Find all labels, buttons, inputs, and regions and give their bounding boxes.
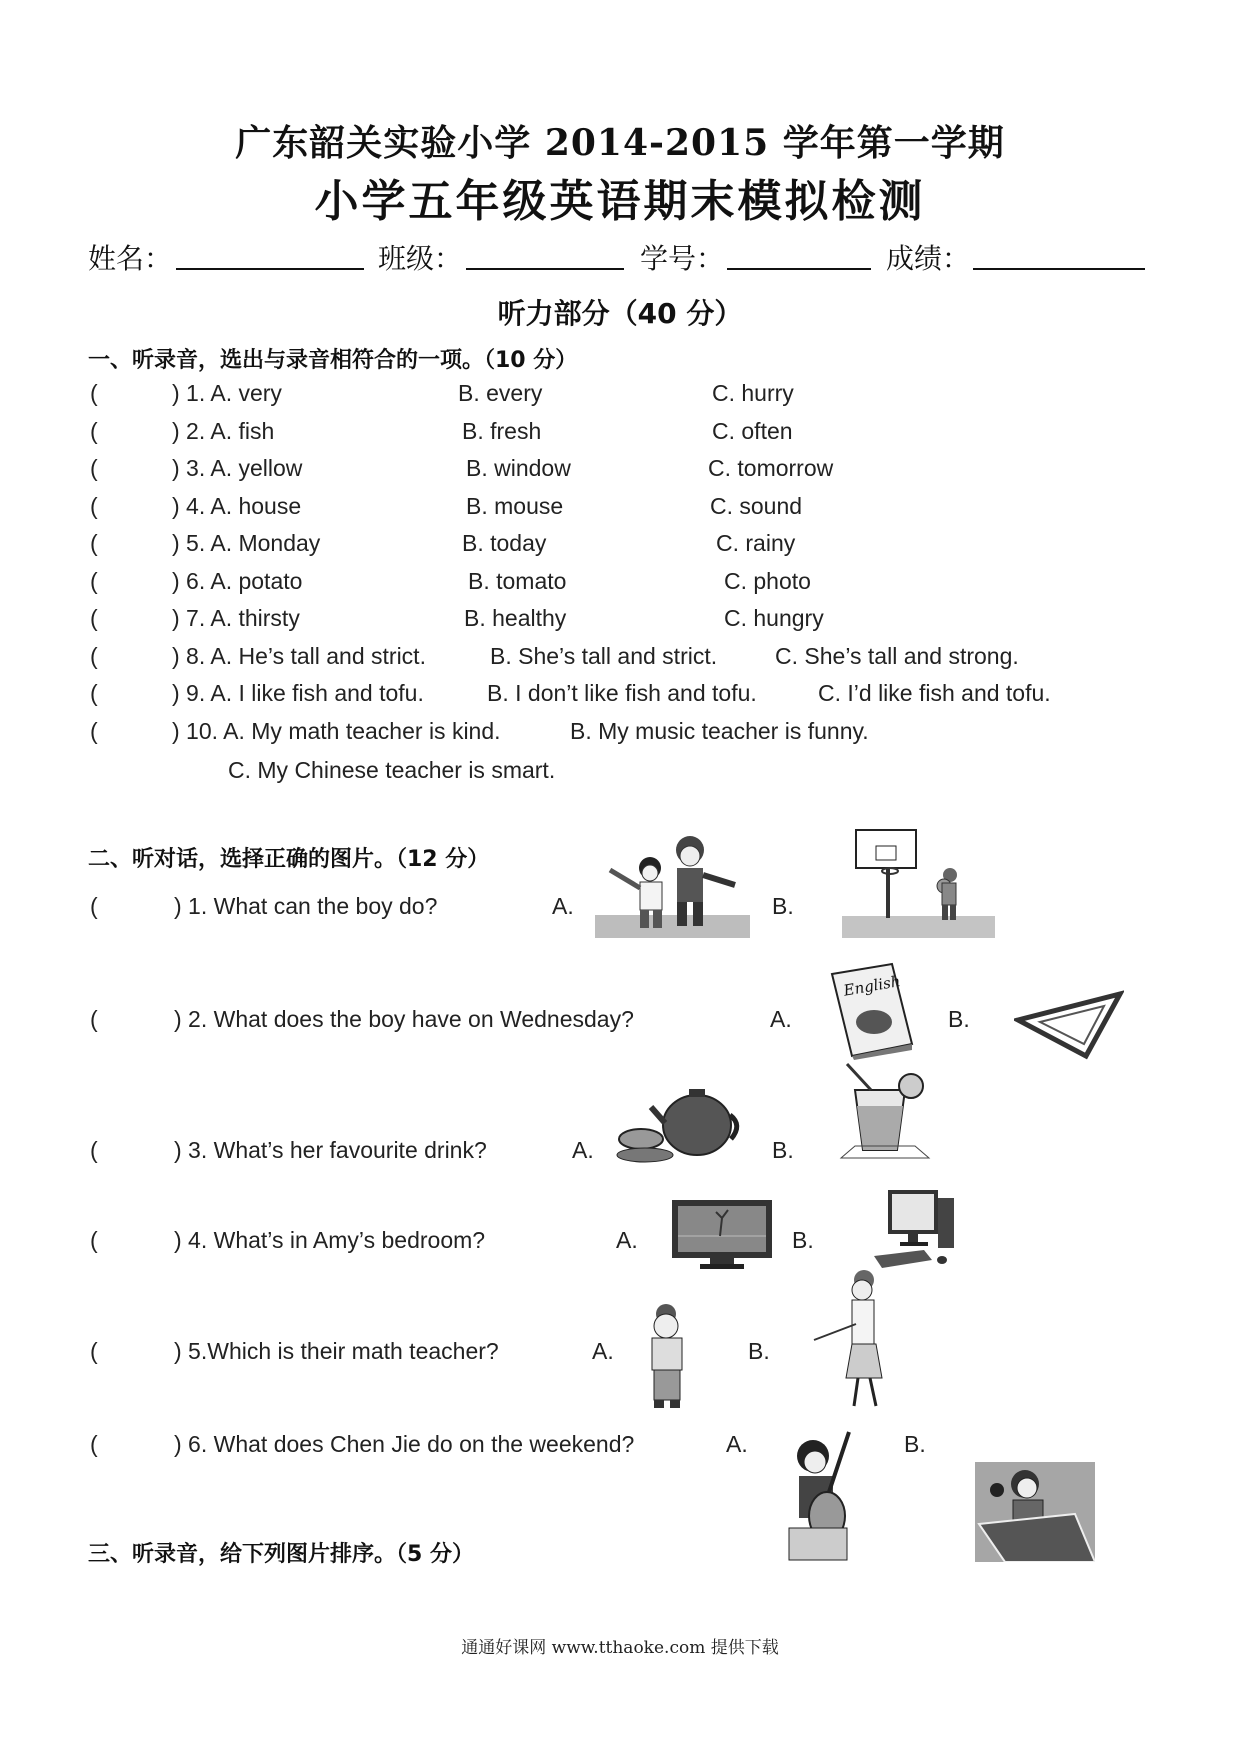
item-9-option-b: B. I don’t like fish and tofu. <box>487 680 757 706</box>
q5-option-a-label: A. <box>592 1338 614 1364</box>
q6-option-a-label: A. <box>726 1431 748 1457</box>
kung-fu-kids-image[interactable] <box>595 830 750 938</box>
question-2-4: ) 4. What’s in Amy’s bedroom? <box>174 1227 486 1253</box>
item-9-option-a: ) 9. A. I like fish and tofu. <box>172 680 424 706</box>
item-2-option-c: C. often <box>712 418 793 444</box>
item-4-option-a: ) 4. A. house <box>172 493 302 519</box>
item-3-option-a: ) 3. A. yellow <box>172 455 303 481</box>
student-id-blank[interactable] <box>727 268 871 270</box>
question-2-6: ) 6. What does Chen Jie do on the weekend? <box>174 1431 635 1457</box>
item-4-option-c: C. sound <box>710 493 803 519</box>
answer-paren[interactable]: ( <box>90 680 98 706</box>
item-10-option-a: ) 10. A. My math teacher is kind. <box>172 718 501 744</box>
answer-paren[interactable]: ( <box>90 1227 98 1253</box>
item-5-option-a: ) 5. A. Monday <box>172 530 321 556</box>
class-label: 班级： <box>378 242 463 275</box>
score-label: 成绩： <box>886 242 971 275</box>
item-2-option-b: B. fresh <box>462 418 542 444</box>
q6-option-b-label: B. <box>904 1431 926 1457</box>
item-6-option-b: B. tomato <box>468 568 567 594</box>
q3-option-a-label: A. <box>572 1137 594 1163</box>
answer-paren[interactable]: ( <box>90 1006 98 1032</box>
teapot-tea-image[interactable] <box>615 1075 743 1167</box>
item-8-option-c: C. She’s tall and strong. <box>775 643 1019 669</box>
teacher-woman-short-image[interactable] <box>630 1300 706 1412</box>
tv-image[interactable] <box>670 1198 774 1272</box>
item10-option-c: C. My Chinese teacher is smart. <box>228 757 556 783</box>
item-6-option-a: ) 6. A. potato <box>172 568 303 594</box>
answer-paren[interactable]: ( <box>90 1338 98 1364</box>
item-3-option-b: B. window <box>466 455 571 481</box>
q2-option-b-label: B. <box>948 1006 970 1032</box>
listening-part-title: 听力部分（40 分） <box>497 297 743 330</box>
answer-paren[interactable]: ( <box>90 718 98 744</box>
item-7-option-b: B. healthy <box>464 605 567 631</box>
item-1-option-a: ) 1. A. very <box>172 380 282 406</box>
item-9-option-c: C. I’d like fish and tofu. <box>818 680 1051 706</box>
item-10-option-b: B. My music teacher is funny. <box>570 718 869 744</box>
playing-pipa-image[interactable] <box>775 1428 867 1563</box>
basketball-image[interactable] <box>842 828 995 938</box>
name-label: 姓名： <box>88 242 173 275</box>
question-2-2: ) 2. What does the boy have on Wednesday? <box>174 1006 634 1032</box>
item-8-option-b: B. She’s tall and strict. <box>490 643 718 669</box>
section2-title: 二、听对话，选择正确的图片。（12 分） <box>88 847 490 872</box>
english-book-image[interactable] <box>826 960 916 1060</box>
item-4-option-b: B. mouse <box>466 493 564 519</box>
exam-title-line2: 小学五年级英语期末模拟检测 <box>314 176 926 227</box>
footer-credit: 通通好课网 www.tthaoke.com 提供下载 <box>461 1638 779 1658</box>
student-id-label: 学号： <box>640 242 725 275</box>
q3-option-b-label: B. <box>772 1137 794 1163</box>
item-7-option-a: ) 7. A. thirsty <box>172 605 300 631</box>
q1-option-b-label: B. <box>772 893 794 919</box>
section1-title: 一、听录音，选出与录音相符合的一项。（10 分） <box>88 348 578 373</box>
computer-image[interactable] <box>872 1188 958 1276</box>
item-5-option-c: C. rainy <box>716 530 796 556</box>
item-3-option-c: C. tomorrow <box>708 455 834 481</box>
orange-juice-image[interactable] <box>835 1062 935 1164</box>
item-8-option-a: ) 8. A. He’s tall and strict. <box>172 643 426 669</box>
q2-option-a-label: A. <box>770 1006 792 1032</box>
class-blank[interactable] <box>466 268 624 270</box>
item-5-option-b: B. today <box>462 530 547 556</box>
q4-option-a-label: A. <box>616 1227 638 1253</box>
item-1-option-c: C. hurry <box>712 380 794 406</box>
q1-option-a-label: A. <box>552 893 574 919</box>
answer-paren[interactable]: ( <box>90 643 98 669</box>
question-2-3: ) 3. What’s her favourite drink? <box>174 1137 487 1163</box>
book-cover-text: English <box>842 972 902 1000</box>
table-tennis-image[interactable] <box>975 1462 1095 1562</box>
score-blank[interactable] <box>973 268 1145 270</box>
answer-paren[interactable]: ( <box>90 1431 98 1457</box>
item-1-option-b: B. every <box>458 380 543 406</box>
item-7-option-c: C. hungry <box>724 605 824 631</box>
section3-title: 三、听录音，给下列图片排序。（5 分） <box>88 1542 474 1567</box>
answer-paren[interactable]: ( <box>90 455 98 481</box>
teacher-woman-tall-image[interactable] <box>812 1268 904 1410</box>
question-2-1: ) 1. What can the boy do? <box>174 893 438 919</box>
answer-paren[interactable]: ( <box>90 418 98 444</box>
answer-paren[interactable]: ( <box>90 568 98 594</box>
q5-option-b-label: B. <box>748 1338 770 1364</box>
answer-paren[interactable]: ( <box>90 493 98 519</box>
answer-paren[interactable]: ( <box>90 893 98 919</box>
answer-paren[interactable]: ( <box>90 605 98 631</box>
triangle-ruler-image[interactable] <box>1014 982 1124 1060</box>
item-2-option-a: ) 2. A. fish <box>172 418 275 444</box>
answer-paren[interactable]: ( <box>90 380 98 406</box>
answer-paren[interactable]: ( <box>90 1137 98 1163</box>
answer-paren[interactable]: ( <box>90 530 98 556</box>
question-2-5: ) 5.Which is their math teacher? <box>174 1338 499 1364</box>
exam-title-line1: 广东韶关实验小学 2014-2015 学年第一学期 <box>235 122 1005 164</box>
item-6-option-c: C. photo <box>724 568 811 594</box>
name-blank[interactable] <box>176 268 364 270</box>
q4-option-b-label: B. <box>792 1227 814 1253</box>
